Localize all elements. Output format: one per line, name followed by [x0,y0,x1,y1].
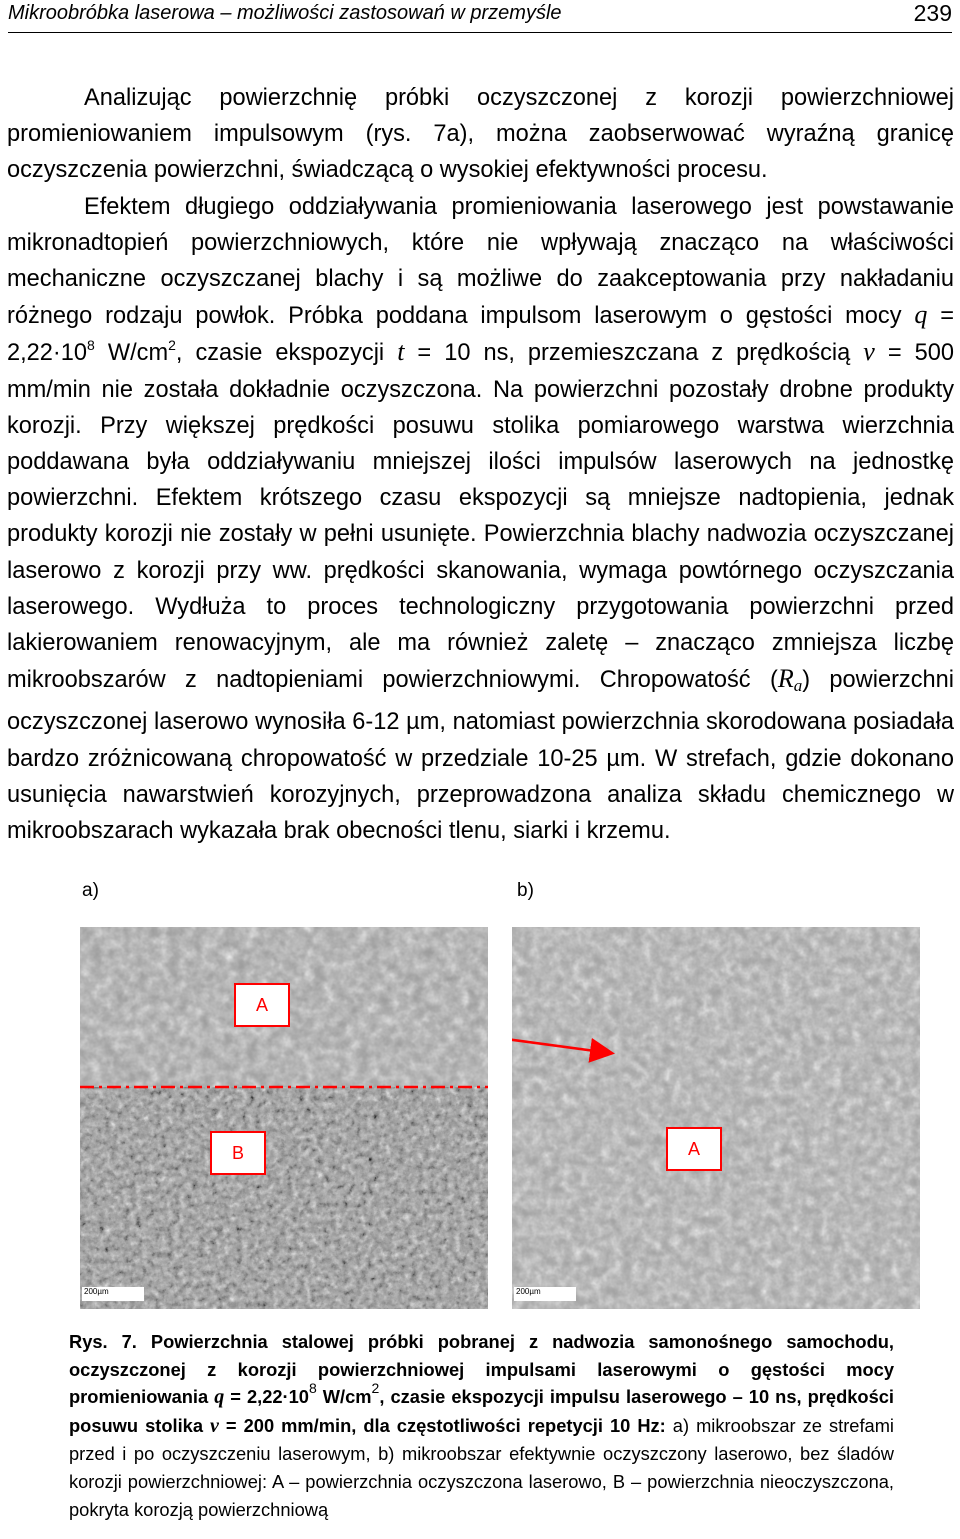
exponent-8: 8 [87,337,95,354]
caption-normal: a) mikroobszar ze strefami przed i po oczyszczeniu laserowym, b) mikroobszar efektywnie oczyszczony laserowo, bez śladów korozji powierzchniowej: A – powierzchnia oczyszczona laserowo, B – powierzchnia nieoczyszczona, pokryta korozją powierzchniową [69,1414,894,1520]
paragraph-2 [7,189,954,850]
paragraph-2-text-b: = 2,22·10 [7,303,954,367]
paragraph-2-text-e: = 10 ns, przemieszczana z prędkością [404,340,864,367]
paragraph-2-text-g: ) powierzchni oczyszczonej laserowo wynosiła 6-12 µm, natomiast powierzchnia skorodowana posiadała bardzo zróżnicowaną chropowatość w przedziale 10-25 µm. W strefach, gdzie dokonano usunięcia nawarstwień korozyjnych, przeprowadzona analiza składu chemicznego w mikroobszarach wykazała brak obecności tlenu, siarki i krzemu. [7,667,954,845]
marker-a-top: A [234,983,290,1027]
caption-bold-2: = 2,22·10 [224,1386,309,1408]
scale-bar-b: 200µm [514,1287,576,1301]
caption-symbol-q: q [214,1386,225,1409]
running-header [8,0,952,30]
micrograph-a [80,927,488,1309]
symbol-r-subscript: a [793,676,803,696]
exponent-2: 2 [168,337,176,354]
symbol-r: R [777,664,794,694]
micrograph-b [512,927,920,1309]
symbol-q: q [914,300,928,330]
caption-exponent-2: 2 [371,1380,380,1397]
symbol-t: t [397,337,405,367]
page-number: 239 [913,0,952,26]
body-text [7,80,954,849]
header-divider [8,32,952,33]
figure-caption [69,1328,894,1523]
marker-a-b-panel: A [666,1127,722,1171]
figure-label-a: a) [82,880,99,901]
caption-bold-5: = 200 mm/min, dla częstotliwości repetycji 10 Hz: [218,1414,666,1436]
micrograph-b-image [512,927,920,1309]
scale-bar-a: 200µm [82,1287,144,1301]
symbol-v: v [863,337,875,367]
figure-label-b: b) [517,880,534,901]
paragraph-1 [7,80,954,189]
caption-bold-4: , czasie ekspozycji impulsu laserowego – 10 ns, prędkości posuwu stolika [69,1386,894,1436]
paragraph-2-text-a: Efektem długiego oddziaływania promieniowania laserowego jest powstawanie mikronadtopień powierzchniowych, które nie wpływają znacząco na właściwości mechaniczne oczyszczanej blachy i są możliwe do zaakceptowania przy nakładaniu różnego rodzaju powłok. Próbka poddana impulsom laserowym o gęstości mocy [7,193,954,330]
caption-bold-1: Rys. 7. Powierzchnia stalowej próbki pobranej z nadwozia samonośnego samochodu, oczyszczonej z korozji powierzchniowej impulsami laserowymi o gęstości mocy promieniowania [69,1331,894,1408]
caption-symbol-v: v [210,1414,219,1437]
header-title: Mikroobróbka laserowa – możliwości zastosowań w przemyśle [8,2,562,24]
paragraph-2-text-c: W/cm [94,340,169,367]
caption-bold-3: W/cm [316,1386,372,1408]
marker-b: B [210,1131,266,1175]
paragraph-2-text-d: , czasie ekspozycji [175,340,398,367]
paragraph-1-text: Analizując powierzchnię próbki oczyszczonej z korozji powierzchniowej promieniowaniem impulsowym (rys. 7a), można zaobserwować wyraźną granicę oczyszczenia powierzchni, świadczącą o wysokiej efektywności procesu. [7,85,954,184]
caption-exponent-8: 8 [308,1380,317,1397]
paragraph-2-text-f: = 500 mm/min nie została dokładnie oczyszczona. Na powierzchni pozostały drobne produkty korozji. Przy większej prędkości posuwu stolika pomiarowego warstwa wierzchnia poddawana była oddziaływaniu mniejszej ilości impulsów laserowych na jednostkę powierzchni. Efektem krótszego czasu ekspozycji są mniejsze nadtopienia, jednak produkty korozji nie zostały w pełni usunięte. Powierzchnia blachy nadwozia oczyszczanej laserowo z korozji przy ww. prędkości skanowania, wymaga powtórnego oczyszczania laserowego. Wydłuża to proces technologiczny przygotowania powierzchni przed lakierowaniem renowacyjnym, ale ma również zaletę – znacząco zmniejsza liczbę mikroobszarów z nadtopieniami powierzchniowymi. Chropowatość ( [7,340,954,694]
